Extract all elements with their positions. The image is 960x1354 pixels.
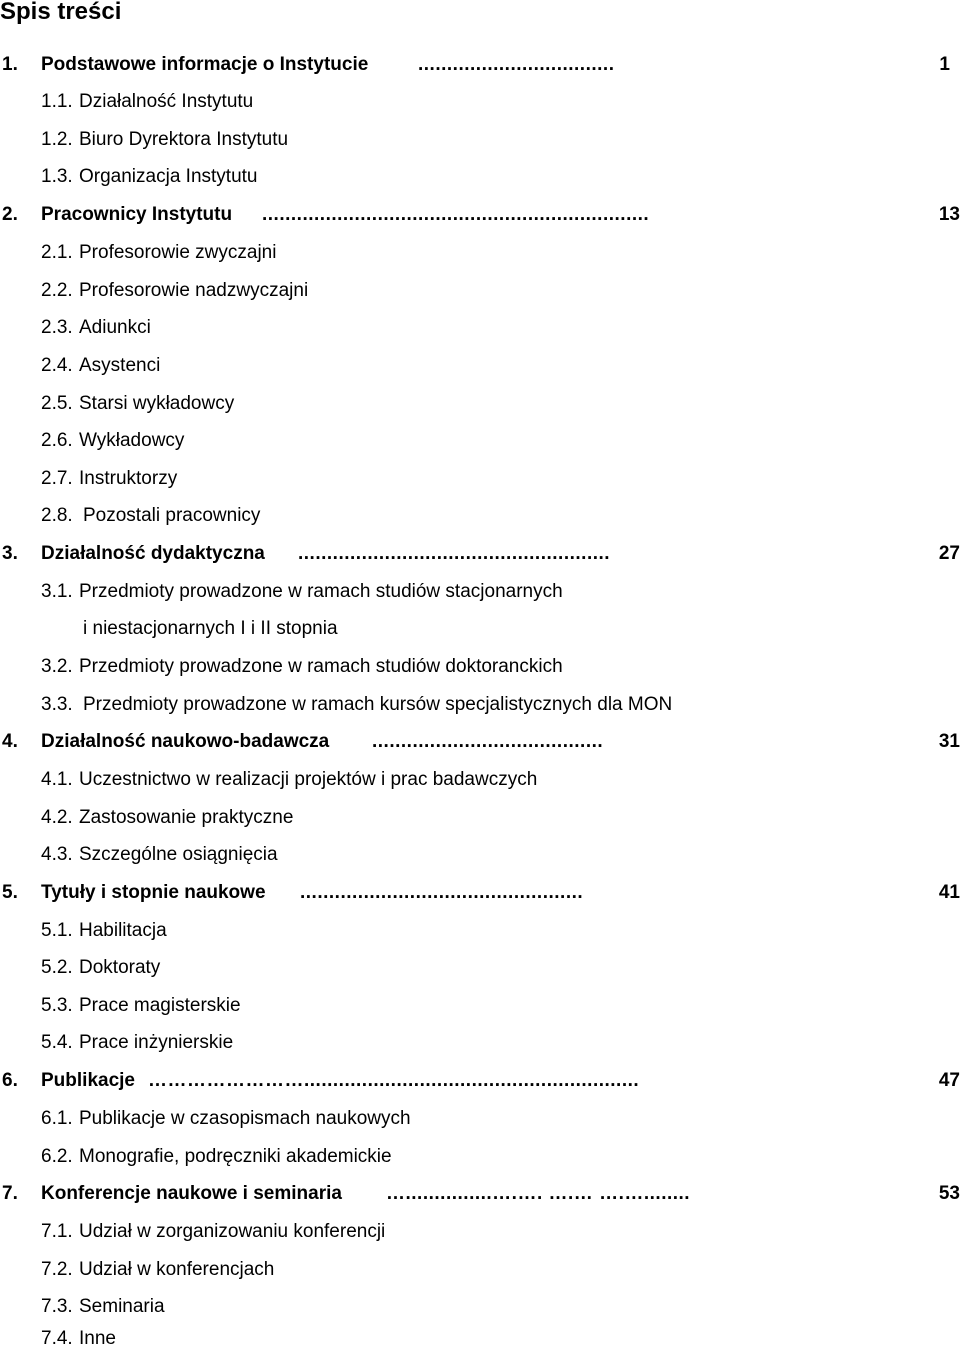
subsection-title: Publikacje w czasopismach naukowych [79, 1108, 411, 1129]
subsection-title: Wykładowcy [79, 430, 185, 451]
subsection-title: Prace magisterskie [79, 995, 241, 1016]
subsection-number: 5.2. [41, 957, 73, 978]
dot-leader: ...................................................... [298, 543, 611, 564]
toc-section-1[interactable] [0, 50, 960, 80]
section-title: Podstawowe informacje o Instytucie [41, 54, 369, 75]
toc-subsection-5-4[interactable] [0, 1028, 960, 1058]
toc-subsection-5-2[interactable] [0, 953, 960, 983]
subsection-number: 3.1. [41, 581, 73, 602]
page-title: Spis treści [0, 0, 122, 25]
section-title: Publikacje [41, 1070, 135, 1091]
toc-section-7[interactable] [0, 1179, 960, 1209]
toc-subsection-4-3[interactable] [0, 840, 960, 870]
subsection-number: 3.2. [41, 656, 73, 677]
subsection-title: Profesorowie zwyczajni [79, 242, 277, 263]
subsection-title: Przedmioty prowadzone w ramach studiów stacjonarnych [79, 581, 563, 602]
subsection-number: 2.7. [41, 468, 73, 489]
dot-leader: ................................................................... [262, 204, 650, 225]
toc-section-2[interactable] [0, 200, 960, 230]
subsection-title: Inne [79, 1328, 116, 1349]
subsection-title: Monografie, podręczniki akademickie [79, 1146, 392, 1167]
dot-leader: ................................................. [300, 882, 584, 903]
section-page-number: 13 [938, 204, 960, 225]
subsection-number: 7.1. [41, 1221, 73, 1242]
subsection-title: Profesorowie nadzwyczajni [79, 280, 309, 301]
toc-section-4[interactable] [0, 727, 960, 757]
subsection-title: Prace inżynierskie [79, 1032, 234, 1053]
toc-subsection-6-2[interactable] [0, 1142, 960, 1172]
section-page-number: 31 [938, 731, 960, 752]
dot-leader: .................................. [418, 54, 615, 75]
subsection-title: Habilitacja [79, 920, 167, 941]
toc-subsection-7-3[interactable] [0, 1292, 960, 1322]
subsection-title: Szczególne osiągnięcia [79, 844, 278, 865]
subsection-title: Zastosowanie praktyczne [79, 807, 294, 828]
toc-subsection-3-1[interactable] [0, 577, 960, 607]
toc-section-6[interactable] [0, 1066, 960, 1096]
subsection-number: 1.3. [41, 166, 73, 187]
subsection-number: 4.1. [41, 769, 73, 790]
subsection-title: Organizacja Instytutu [79, 166, 258, 187]
section-page-number: 41 [938, 882, 960, 903]
subsection-number: 2.4. [41, 355, 73, 376]
subsection-title: Pozostali pracownicy [83, 505, 261, 526]
section-number: 2. [2, 204, 18, 225]
subsection-number: 2.2. [41, 280, 73, 301]
subsection-number: 3.3. [41, 694, 73, 715]
section-title: Pracownicy Instytutu [41, 204, 233, 225]
subsection-number: 2.3. [41, 317, 73, 338]
subsection-number: 7.3. [41, 1296, 73, 1317]
section-title: Działalność dydaktyczna [41, 543, 265, 564]
toc-section-3[interactable] [0, 539, 960, 569]
subsection-title: i niestacjonarnych I i II stopnia [83, 618, 338, 639]
subsection-title: Seminaria [79, 1296, 165, 1317]
toc-subsection-2-6[interactable] [0, 426, 960, 456]
section-page-number: 53 [938, 1183, 960, 1204]
toc-subsection-7-4[interactable] [0, 1324, 960, 1354]
subsection-number: 1.1. [41, 91, 73, 112]
subsection-title: Asystenci [79, 355, 161, 376]
subsection-number: 5.4. [41, 1032, 73, 1053]
section-page-number: 1 [939, 54, 950, 75]
dot-leader: …………………….......................................................... [148, 1070, 640, 1091]
toc-subsection-1-2[interactable] [0, 125, 960, 155]
subsection-number: 2.8. [41, 505, 73, 526]
toc-subsection-5-1[interactable] [0, 916, 960, 946]
section-number: 7. [2, 1183, 18, 1204]
toc-subsection-2-7[interactable] [0, 464, 960, 494]
toc-subsection-2-2[interactable] [0, 276, 960, 306]
subsection-number: 5.3. [41, 995, 73, 1016]
toc-subsection-2-8[interactable] [0, 501, 960, 531]
toc-subsection-1-1[interactable] [0, 87, 960, 117]
subsection-title: Przedmioty prowadzone w ramach studiów doktoranckich [79, 656, 563, 677]
subsection-number: 2.5. [41, 393, 73, 414]
section-number: 5. [2, 882, 18, 903]
toc-subsection-2-5[interactable] [0, 389, 960, 419]
toc-subsection-7-2[interactable] [0, 1255, 960, 1285]
toc-subsection-2-3[interactable] [0, 313, 960, 343]
section-title: Konferencje naukowe i seminaria [41, 1183, 342, 1204]
toc-subsection-7-1[interactable] [0, 1217, 960, 1247]
section-number: 4. [2, 731, 18, 752]
toc-subsection-3-1-continued[interactable] [0, 614, 960, 644]
toc-subsection-3-2[interactable] [0, 652, 960, 682]
section-number: 1. [2, 54, 18, 75]
toc-subsection-6-1[interactable] [0, 1104, 960, 1134]
toc-subsection-5-3[interactable] [0, 991, 960, 1021]
subsection-number: 2.6. [41, 430, 73, 451]
section-number: 3. [2, 543, 18, 564]
subsection-title: Uczestnictwo w realizacji projektów i prac badawczych [79, 769, 538, 790]
subsection-number: 5.1. [41, 920, 73, 941]
toc-subsection-1-3[interactable] [0, 162, 960, 192]
subsection-title: Biuro Dyrektora Instytutu [79, 129, 289, 150]
toc-subsection-2-4[interactable] [0, 351, 960, 381]
subsection-title: Udział w konferencjach [79, 1259, 275, 1280]
subsection-title: Instruktorzy [79, 468, 178, 489]
dot-leader: …...............….…. ….… ….…........ [386, 1183, 691, 1204]
subsection-title: Doktoraty [79, 957, 161, 978]
subsection-number: 6.2. [41, 1146, 73, 1167]
subsection-title: Starsi wykładowcy [79, 393, 235, 414]
subsection-number: 2.1. [41, 242, 73, 263]
subsection-number: 1.2. [41, 129, 73, 150]
subsection-number: 4.3. [41, 844, 73, 865]
section-page-number: 47 [938, 1070, 960, 1091]
subsection-number: 4.2. [41, 807, 73, 828]
toc-subsection-3-3[interactable] [0, 690, 960, 720]
subsection-title: Działalność Instytutu [79, 91, 254, 112]
toc-subsection-4-1[interactable] [0, 765, 960, 795]
section-title: Działalność naukowo-badawcza [41, 731, 330, 752]
subsection-number: 7.4. [41, 1328, 73, 1349]
toc-subsection-4-2[interactable] [0, 803, 960, 833]
section-title: Tytuły i stopnie naukowe [41, 882, 266, 903]
section-number: 6. [2, 1070, 18, 1091]
toc-subsection-2-1[interactable] [0, 238, 960, 268]
section-page-number: 27 [938, 543, 960, 564]
toc-section-5[interactable] [0, 878, 960, 908]
subsection-title: Udział w zorganizowaniu konferencji [79, 1221, 386, 1242]
subsection-number: 7.2. [41, 1259, 73, 1280]
subsection-number: 6.1. [41, 1108, 73, 1129]
subsection-title: Przedmioty prowadzone w ramach kursów specjalistycznych dla MON [83, 694, 673, 715]
dot-leader: ........................................ [372, 731, 604, 752]
subsection-title: Adiunkci [79, 317, 151, 338]
